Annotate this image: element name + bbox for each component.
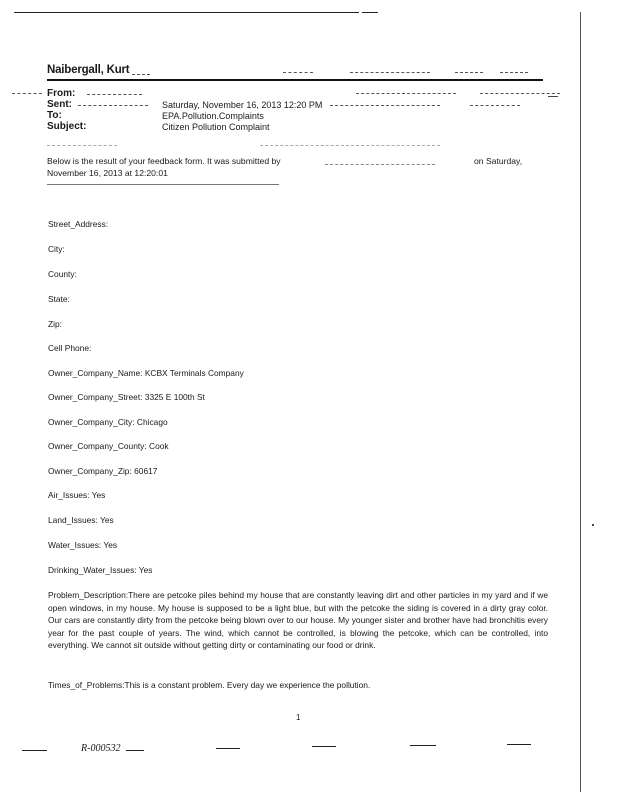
field-water-issues xyxy=(48,540,117,550)
field-label: Owner_Company_Name: xyxy=(48,368,143,378)
field-label: Water_Issues: xyxy=(48,540,102,550)
scan-artifact-dash xyxy=(500,72,528,73)
scan-artifact-dash xyxy=(260,145,440,146)
scan-artifact-dash xyxy=(283,72,313,73)
to-value: EPA.Pollution.Complaints xyxy=(162,111,264,121)
field-value: Yes xyxy=(100,515,114,525)
field-value: Chicago xyxy=(136,417,168,427)
sent-value: Saturday, November 16, 2013 12:20 PM xyxy=(162,100,323,110)
problem-description-label: Problem_Description: xyxy=(48,590,129,600)
scan-edge-line xyxy=(580,12,581,792)
scan-artifact-dash xyxy=(480,93,560,94)
to-label: To: xyxy=(47,110,62,121)
field-owner-company-city xyxy=(48,417,168,427)
field-label: Owner_Company_Zip: xyxy=(48,466,132,476)
field-land-issues xyxy=(48,515,114,525)
scan-artifact-line xyxy=(216,748,240,749)
subject-value: Citizen Pollution Complaint xyxy=(162,122,270,132)
intro-underline xyxy=(47,184,279,185)
field-label: Cell Phone: xyxy=(48,343,92,353)
scan-artifact-dash xyxy=(350,72,430,73)
scan-artifact-dash xyxy=(12,93,42,94)
scan-artifact-dash xyxy=(132,74,150,75)
scan-speck xyxy=(548,96,558,97)
field-city xyxy=(48,244,65,254)
scan-artifact-dash xyxy=(78,105,148,106)
field-label: City: xyxy=(48,244,65,254)
scan-artifact-line xyxy=(22,750,47,751)
field-value: Yes xyxy=(91,490,106,500)
field-value: 60617 xyxy=(134,466,158,476)
field-owner-company-county xyxy=(48,441,169,451)
field-owner-company-zip xyxy=(48,466,157,476)
bates-number: R-000532 xyxy=(81,743,121,754)
from-label: From: xyxy=(47,88,76,99)
field-street-address xyxy=(48,219,108,229)
field-label: Street_Address: xyxy=(48,219,109,229)
field-air-issues xyxy=(48,490,105,500)
field-owner-company-name xyxy=(48,368,244,378)
scan-artifact-line xyxy=(362,12,378,13)
field-label: Air_Issues: xyxy=(48,490,90,500)
scan-artifact-dash xyxy=(356,93,456,94)
field-county xyxy=(48,269,77,279)
times-of-problems-text: This is a constant problem. Every day we experience the pollution. xyxy=(124,680,371,690)
scan-artifact-dash xyxy=(455,72,483,73)
intro-line-1 xyxy=(47,155,281,168)
field-zip xyxy=(48,319,62,329)
field-owner-company-street xyxy=(48,392,205,402)
scan-artifact-line xyxy=(14,12,359,13)
sender-name: Naibergall, Kurt xyxy=(47,64,130,76)
intro-line-1-end: on Saturday, xyxy=(474,156,523,166)
field-drinking-water-issues xyxy=(48,565,152,575)
field-state xyxy=(48,294,70,304)
times-of-problems-label: Times_of_Problems: xyxy=(48,680,125,690)
scan-artifact-line xyxy=(312,746,336,747)
field-label: Zip: xyxy=(48,319,62,329)
scan-artifact-line xyxy=(126,750,144,751)
field-label: Owner_Company_Street: xyxy=(48,392,143,402)
field-label: State: xyxy=(48,294,70,304)
problem-description-text: There are petcoke piles behind my house that are constantly leaving dirt and other particles in my yard and if we open windows, in my house. My house is supposed to be a light blue, but with the petcoke the siding is covered in a dirty gray color. Our cars are constantly dirty from the petcoke being blown over to our house. My younger sister and brother have had bronchitis every year for the past couple of years. The wind, which cannot be controlled, is blowing the petcoke, which can be controlled, into everything. We cannot sit outside without getting dirty or contaminating our food or drink. xyxy=(48,590,548,651)
field-value: Yes xyxy=(103,540,118,550)
scan-artifact-dash xyxy=(470,105,520,106)
subject-label: Subject: xyxy=(47,121,87,132)
page-number: 1 xyxy=(296,713,301,722)
field-label: Land_Issues: xyxy=(48,515,98,525)
field-value: Yes xyxy=(138,565,153,575)
redacted-submitter xyxy=(325,164,435,165)
redaction-dash xyxy=(87,94,142,95)
scan-artifact-line xyxy=(507,744,531,745)
field-label: County: xyxy=(48,269,77,279)
field-value: Cook xyxy=(149,441,169,451)
scan-artifact-dash xyxy=(47,145,117,146)
field-cell-phone xyxy=(48,343,91,353)
scan-artifact-dash xyxy=(330,105,440,106)
intro-line-2: November 16, 2013 at 12:20:01 xyxy=(47,168,168,178)
intro-line-1-start: Below is the result of your feedback form. It was submitted by xyxy=(47,156,281,166)
scan-speck xyxy=(592,524,594,526)
header-separator xyxy=(47,79,543,81)
times-of-problems xyxy=(48,679,548,692)
field-value: KCBX Terminals Company xyxy=(144,368,244,378)
scan-artifact-line xyxy=(410,745,436,746)
field-label: Drinking_Water_Issues: xyxy=(48,565,137,575)
field-value: 3325 E 100th St xyxy=(144,392,205,402)
problem-description xyxy=(48,589,548,652)
field-label: Owner_Company_County: xyxy=(48,441,147,451)
field-label: Owner_Company_City: xyxy=(48,417,135,427)
sent-label: Sent: xyxy=(47,99,72,110)
